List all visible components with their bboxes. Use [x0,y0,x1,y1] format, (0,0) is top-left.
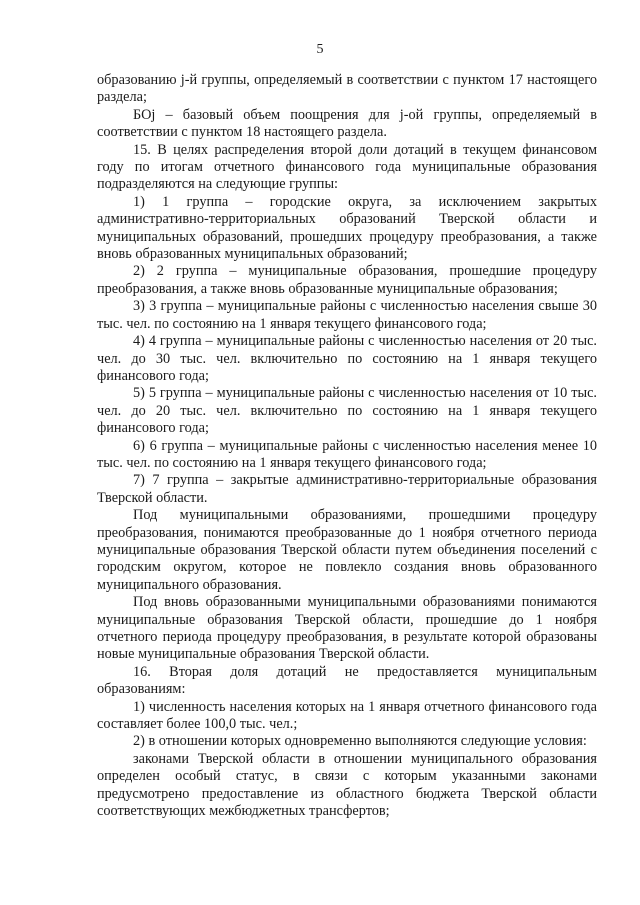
list-item-16-2: 2) в отношении которых одновременно выполняются следующие условия: [133,733,587,750]
paragraph-continuation: образованию j-й группы, определяемый в соответствии с пунктом 17 настоящего раздела; [97,72,597,106]
paragraph-new-formed-definition: Под вновь образованными муниципальными образованиями понимаются муниципальные образования Тверской области, прошедшие до 1 ноября отчетного периода процедуру преобразования, в результате которой образованы новые муниципальные образования Тверской области. [97,594,597,663]
document-body [97,72,597,820]
paragraph-boj-definition: БОj – базовый объем поощрения для j-ой группы, определяемый в соответствии с пунктом 18 настоящего раздела. [97,106,597,141]
list-item-group-5: 5) 5 группа – муниципальные районы с численностью населения от 10 тыс. чел. до 20 тыс. чел. включительно по состоянию на 1 января текущего финансового года; [97,385,597,437]
list-item-group-3: 3) 3 группа – муниципальные районы с численностью населения свыше 30 тыс. чел. по состоянию на 1 января текущего финансового года; [97,298,597,332]
list-item-group-6: 6) 6 группа – муниципальные районы с численностью населения менее 10 тыс. чел. по состоянию на 1 января текущего финансового года; [97,437,597,471]
list-item-group-7: 7) 7 группа – закрытые административно-территориальные образования Тверской области. [97,472,597,506]
paragraph-item-15: 15. В целях распределения второй доли дотаций в текущем финансовом году по итогам отчетного финансового года муниципальные образования подразделяются на следующие группы: [97,141,597,193]
list-item-group-1: 1) 1 группа – городские округа, за исключением закрытых административно-территориальных образований Тверской области и муниципальных образований, прошедших процедуру преобразования, а также вновь образованных муниципальных образований; [97,193,597,263]
paragraph-item-16: 16. Вторая доля дотаций не предоставляется муниципальным образованиям: [97,663,597,698]
list-item-group-2: 2) 2 группа – муниципальные образования, прошедшие процедуру преобразования, а также вновь образованные муниципальные образования; [97,263,597,297]
paragraph-transformed-definition: Под муниципальными образованиями, прошедшими процедуру преобразования, понимаются преобразованные до 1 ноября отчетного периода муниципальные образования Тверской области путем объединения поселений с городским округом, которое не повлекло создания вновь образованного муниципального образования. [97,507,597,593]
list-item-16-1: 1) численность населения которых на 1 января отчетного финансового года составляет более 100,0 тыс. чел.; [97,698,597,733]
paragraph-special-status: законами Тверской области в отношении муниципального образования определен особый статус, в связи с которым указанными законами предусмотрено предоставление из областного бюджета Тверской области соответствующих межбюджетных трансфертов; [97,750,597,820]
list-item-group-4: 4) 4 группа – муниципальные районы с численностью населения от 20 тыс. чел. до 30 тыс. чел. включительно по состоянию на 1 января текущего финансового года; [97,333,597,384]
page-number: 5 [316,42,324,57]
